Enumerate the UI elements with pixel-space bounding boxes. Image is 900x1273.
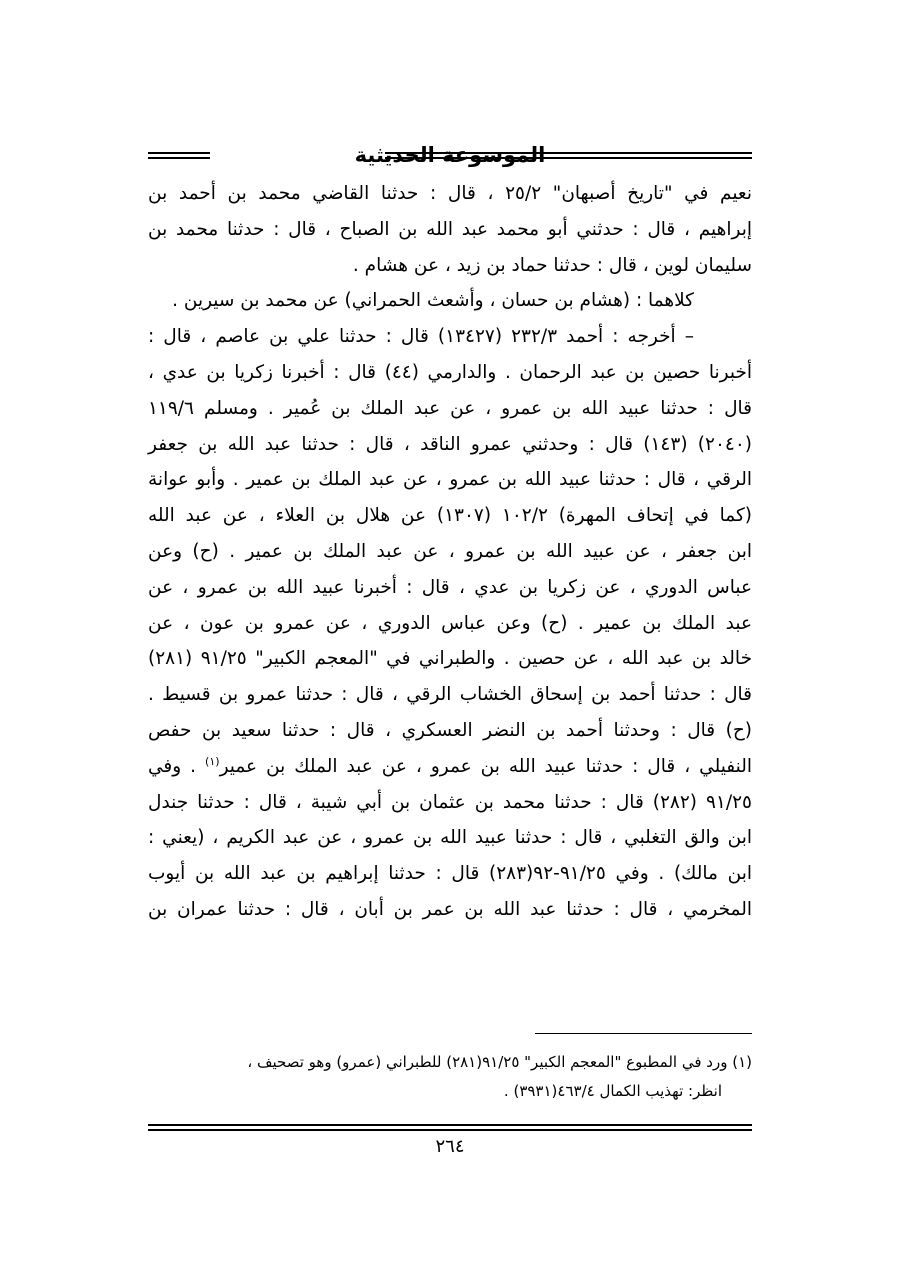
text-line: كلاهما : (هشام بن حسان ، وأشعث الحمراني) عن محمد بن سيرين .	[172, 290, 694, 312]
running-header-title: الموسوعة الحديثية	[354, 143, 546, 167]
text-line: سليمان لوين ، قال : حدثنا حماد بن زيد ، عن هشام .	[352, 254, 752, 276]
text-line: أخبرنا حصين بن عبد الرحمان . والدارمي (٤٤) قال : أخبرنا زكريا بن عدي ،	[148, 361, 752, 383]
text-line: – أخرجه : أحمد ٢٣٢/٣ (١٣٤٢٧) قال : حدثنا علي بن عاصم ، قال :	[148, 326, 694, 348]
text-line: ابن جعفر ، عن عبيد الله بن عمرو ، عن عبد الملك بن عمير . (ح) وعن	[148, 540, 752, 562]
text-line: خالد بن عبد الله ، عن حصين . والطبراني في "المعجم الكبير" ٩١/٢٥ (٢٨١)	[148, 648, 753, 670]
text-line: نعيم في "تاريخ أصبهان" ٢٥/٢ ، قال : حدثنا القاضي محمد بن أحمد بن	[148, 183, 753, 204]
text-line: عبد الملك بن عمير . (ح) وعن عباس الدوري ، عن عمرو بن عون ، عن	[148, 612, 752, 634]
text-line: عباس الدوري ، عن زكريا بن عدي ، قال : أخبرنا عبيد الله بن عمرو ، عن	[148, 576, 752, 598]
text-line: ابن والق التغلبي ، قال : حدثنا عبيد الله بن عمرو ، عن عبد الكريم ، (يعني :	[148, 827, 752, 849]
text-line: الرقي ، قال : حدثنا عبيد الله بن عمرو ، عن عبد الملك بن عمير . وأبو عوانة	[148, 469, 752, 491]
footnotes	[148, 1048, 752, 1106]
text-line-with-footnote	[148, 749, 752, 785]
text-line: قال : حدثنا أحمد بن إسحاق الخشاب الرقي ، قال : حدثنا عمرو بن قسيط .	[148, 684, 752, 706]
footnote-line: (١) ورد في المطبوع "المعجم الكبير" ٩١/٢٥(٢٨١) للطبراني (عمرو) وهو تصحيف ،	[247, 1053, 752, 1071]
text-line: (كما في إتحاف المهرة) ١٠٢/٢ (١٣٠٧) عن هلال بن العلاء ، عن عبد الله	[148, 505, 752, 527]
page-number: ٢٦٤	[435, 1136, 465, 1157]
text-line: قال : حدثنا عبيد الله بن عمرو ، عن عبد الملك بن عُمير . ومسلم ١١٩/٦	[148, 397, 752, 419]
text-line: المخرمي ، قال : حدثنا عبد الله بن عمر بن أبان ، قال : حدثنا عمران بن	[148, 898, 752, 920]
text-line: إبراهيم ، قال : حدثني أبو محمد عبد الله بن الصباح ، قال : حدثنا محمد بن	[148, 218, 752, 240]
text-line: ابن مالك) . وفي ٩١/٢٥-٩٢(٢٨٣) قال : حدثنا إبراهيم بن عبد الله بن أيوب	[148, 863, 752, 885]
footnote-line: انظر: تهذيب الكمال ٤٦٣/٤(٣٩٣١) .	[503, 1082, 722, 1100]
text-line: (ح) قال : وحدثنا أحمد بن النضر العسكري ، قال : حدثنا سعيد بن حفص	[148, 719, 752, 741]
main-text	[148, 176, 752, 928]
footnote-separator	[535, 1033, 752, 1034]
footer-rule	[148, 1124, 752, 1131]
text-segment: . وفي	[148, 755, 206, 777]
footnote-ref[interactable]: (١)	[205, 754, 220, 768]
text-line: ٩١/٢٥ (٢٨٢) قال : حدثنا محمد بن عثمان بن أبي شيبة ، قال : حدثنا جندل	[148, 791, 752, 813]
text-segment: النفيلي ، قال : حدثنا عبيد الله بن عمرو ، عن عبد الملك بن عمير	[219, 755, 752, 777]
text-line: (٢٠٤٠) (١٤٣) قال : وحدثني عمرو الناقد ، قال : حدثنا عبد الله بن جعفر	[148, 433, 752, 455]
